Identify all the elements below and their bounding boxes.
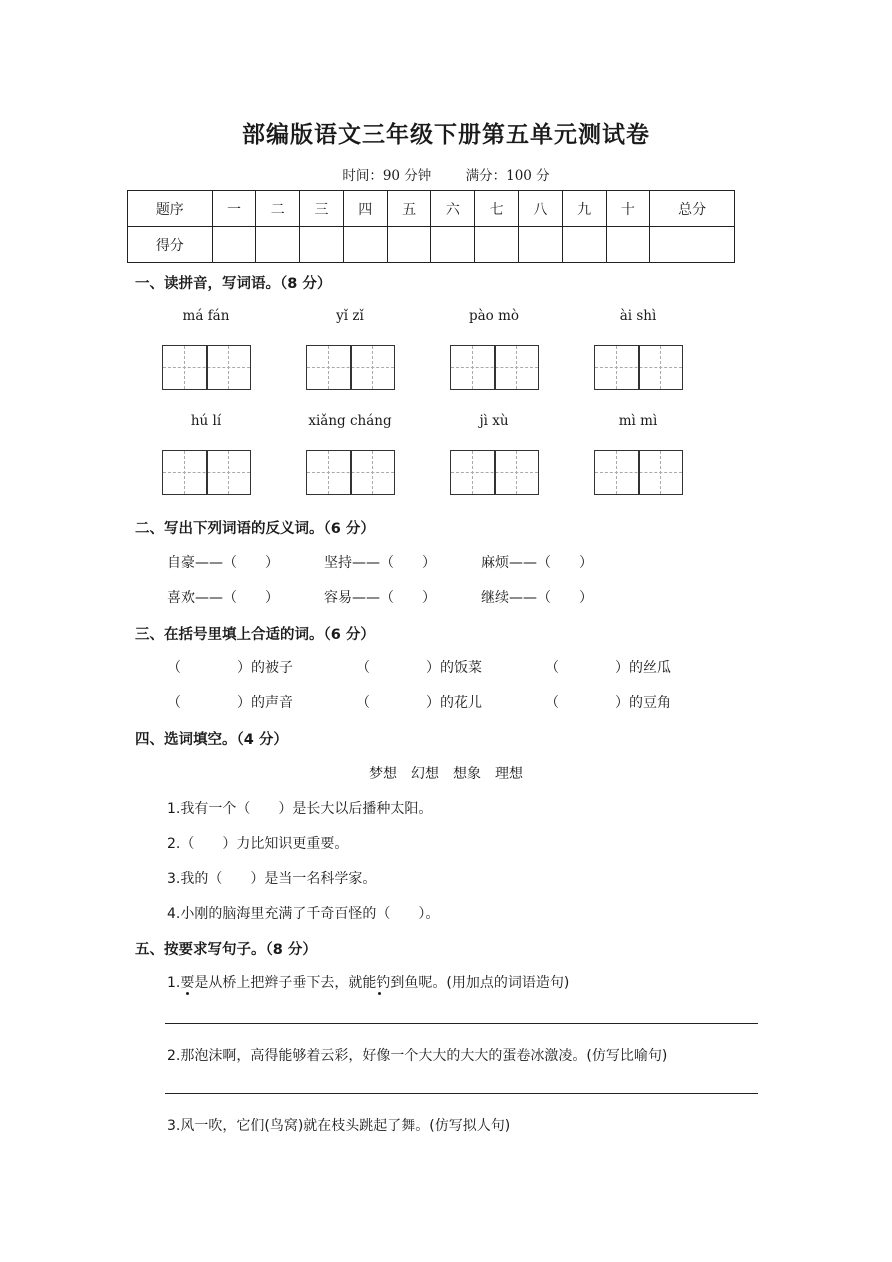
writing-grid[interactable] bbox=[162, 450, 251, 495]
score-cell[interactable] bbox=[343, 227, 387, 263]
fill-blank-item[interactable]: （ ）的声音 bbox=[167, 695, 293, 711]
fill-blank-item[interactable]: （ ）的被子 bbox=[167, 660, 293, 676]
section-5-heading: 五、按要求写句子。（8 分） bbox=[135, 942, 317, 958]
page-title: 部编版语文三年级下册第五单元测试卷 bbox=[242, 122, 650, 148]
question-4-4[interactable]: 4.小刚的脑海里充满了千奇百怪的（ ）。 bbox=[167, 906, 440, 922]
antonym-item[interactable]: 喜欢——（ ） bbox=[167, 590, 279, 606]
antonym-item[interactable]: 容易——（ ） bbox=[324, 590, 436, 606]
section-1-heading: 一、读拼音，写词语。（8 分） bbox=[135, 276, 332, 292]
writing-grid[interactable] bbox=[306, 450, 395, 495]
score-cell[interactable] bbox=[518, 227, 562, 263]
fill-blank-item[interactable]: （ ）的豆角 bbox=[545, 695, 671, 711]
row-label: 得分 bbox=[128, 227, 213, 263]
pinyin-label: jì xù bbox=[479, 413, 509, 429]
pinyin-label: yǐ zǐ bbox=[336, 308, 364, 324]
pinyin-label: pào mò bbox=[468, 308, 520, 324]
score-cell[interactable] bbox=[256, 227, 300, 263]
header-cell: 九 bbox=[562, 191, 606, 227]
question-4-3[interactable]: 3.我的（ ）是当一名科学家。 bbox=[167, 871, 377, 887]
antonym-item[interactable]: 继续——（ ） bbox=[481, 590, 593, 606]
question-5-1: 1.要是从桥上把辫子垂下去，就能钓到鱼呢。(用加点的词语造句) bbox=[167, 975, 570, 991]
fill-blank-item[interactable]: （ ）的饭菜 bbox=[356, 660, 482, 676]
writing-grid[interactable] bbox=[162, 345, 251, 390]
fill-blank-item[interactable]: （ ）的花儿 bbox=[356, 695, 482, 711]
score-cell[interactable] bbox=[475, 227, 519, 263]
pinyin-label: mì mì bbox=[618, 413, 658, 429]
header-cell: 十 bbox=[606, 191, 650, 227]
question-5-2: 2.那泡沫啊，高得能够着云彩，好像一个大大的大大的蛋卷冰激凌。(仿写比喻句) bbox=[167, 1048, 668, 1064]
score-table-header-row bbox=[128, 191, 735, 227]
header-cell: 三 bbox=[300, 191, 344, 227]
writing-grid[interactable] bbox=[594, 450, 683, 495]
score-cell[interactable] bbox=[606, 227, 650, 263]
answer-line[interactable] bbox=[165, 1093, 758, 1094]
question-4-1[interactable]: 1.我有一个（ ）是长大以后播种太阳。 bbox=[167, 801, 433, 817]
pinyin-label: ài shì bbox=[619, 308, 657, 324]
emphasis-dot bbox=[378, 992, 381, 995]
score-table bbox=[127, 190, 735, 263]
antonym-item[interactable]: 麻烦——（ ） bbox=[481, 555, 593, 571]
score-cell[interactable] bbox=[300, 227, 344, 263]
section-3-heading: 三、在括号里填上合适的词。（6 分） bbox=[135, 627, 375, 643]
header-cell: 一 bbox=[212, 191, 256, 227]
question-4-2[interactable]: 2.（ ）力比知识更重要。 bbox=[167, 836, 349, 852]
full-score: 满分：100 分 bbox=[465, 168, 550, 184]
writing-grid[interactable] bbox=[450, 345, 539, 390]
score-cell[interactable] bbox=[650, 227, 735, 263]
antonym-item[interactable]: 自豪——（ ） bbox=[167, 555, 279, 571]
header-cell: 二 bbox=[256, 191, 300, 227]
pinyin-label: xiǎng cháng bbox=[308, 413, 392, 429]
writing-grid[interactable] bbox=[450, 450, 539, 495]
writing-grid[interactable] bbox=[306, 345, 395, 390]
score-cell[interactable] bbox=[431, 227, 475, 263]
score-cell[interactable] bbox=[387, 227, 431, 263]
time-limit: 时间：90 分钟 bbox=[342, 168, 432, 184]
pinyin-label: má fán bbox=[182, 308, 230, 324]
score-cell[interactable] bbox=[212, 227, 256, 263]
header-cell: 八 bbox=[518, 191, 562, 227]
word-bank: 梦想 幻想 想象 理想 bbox=[369, 766, 523, 782]
writing-grid[interactable] bbox=[594, 345, 683, 390]
header-cell: 题序 bbox=[128, 191, 213, 227]
score-table-score-row bbox=[128, 227, 735, 263]
section-4-heading: 四、选词填空。（4 分） bbox=[135, 732, 288, 748]
header-cell: 总分 bbox=[650, 191, 735, 227]
header-cell: 四 bbox=[343, 191, 387, 227]
section-2-heading: 二、写出下列词语的反义词。（6 分） bbox=[135, 521, 375, 537]
score-cell[interactable] bbox=[562, 227, 606, 263]
fill-blank-item[interactable]: （ ）的丝瓜 bbox=[545, 660, 671, 676]
answer-line[interactable] bbox=[165, 1023, 758, 1024]
exam-info bbox=[0, 164, 892, 184]
header-cell: 六 bbox=[431, 191, 475, 227]
antonym-item[interactable]: 坚持——（ ） bbox=[324, 555, 436, 571]
question-5-3: 3.风一吹，它们(鸟窝)就在枝头跳起了舞。(仿写拟人句) bbox=[167, 1118, 511, 1134]
header-cell: 五 bbox=[387, 191, 431, 227]
emphasis-dot bbox=[186, 992, 189, 995]
header-cell: 七 bbox=[475, 191, 519, 227]
pinyin-label: hú lí bbox=[190, 413, 222, 429]
